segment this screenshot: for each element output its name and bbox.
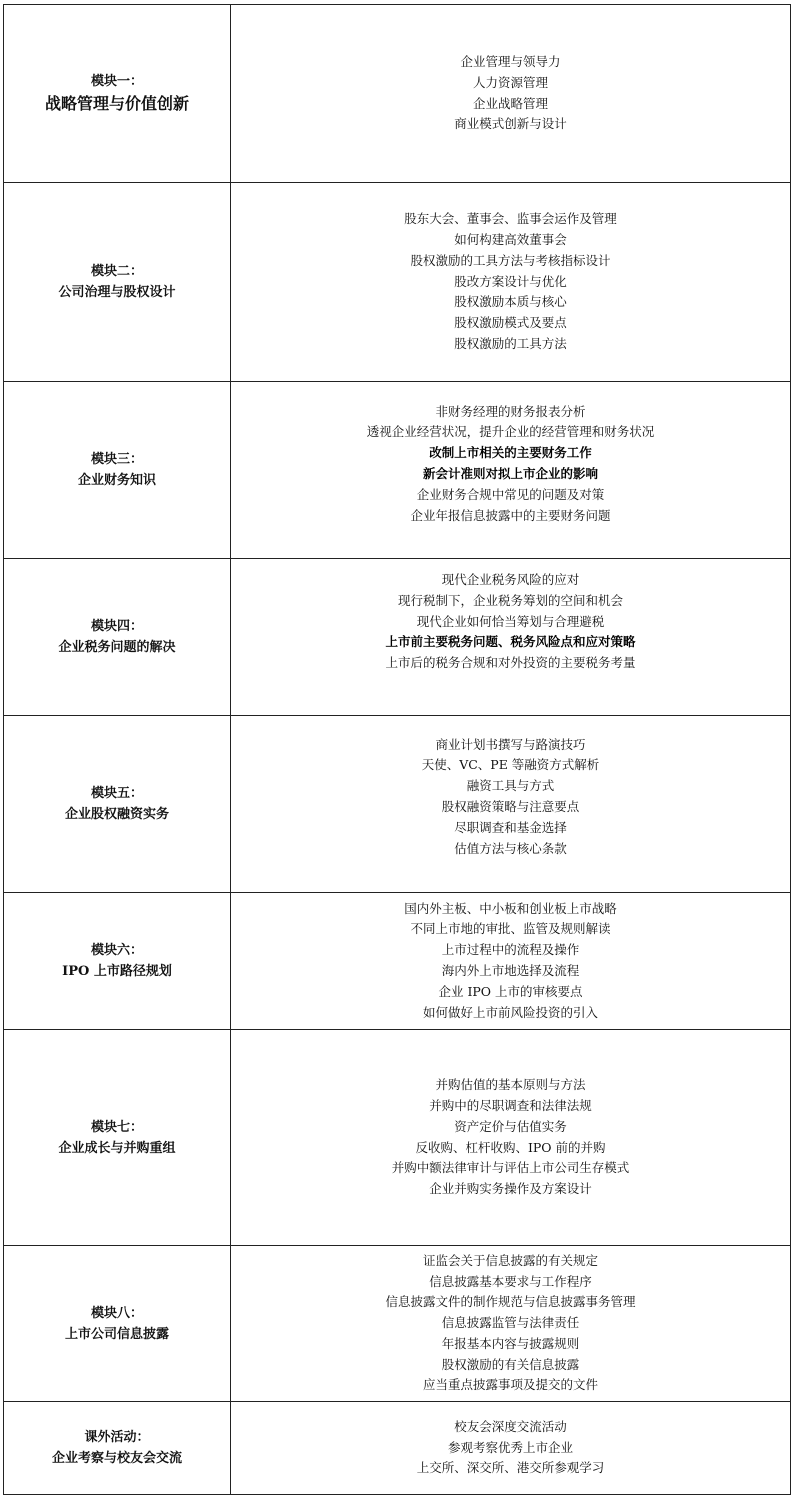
module-topics-cell — [231, 382, 791, 559]
module-name-cell — [4, 716, 231, 893]
module-title: 企业股权融资实务 — [64, 807, 169, 822]
module-topics-cell — [231, 183, 791, 382]
module-name-cell — [4, 893, 231, 1030]
topic-item: 商业模式创新与设计 — [454, 116, 567, 132]
topic-list — [231, 1251, 790, 1397]
module-row-6 — [4, 893, 791, 1030]
topic-item: 商业计划书撰写与路演技巧 — [435, 736, 586, 752]
topic-item: 透视企业经营状况，提升企业的经营管理和财务状况 — [366, 424, 655, 440]
topic-item: 股权激励模式及要点 — [454, 315, 567, 331]
module-name-cell — [4, 382, 231, 559]
module-row-4 — [4, 559, 791, 716]
topic-item: 上市过程中的流程及操作 — [441, 942, 580, 958]
module-title: 上市公司信息披露 — [64, 1326, 169, 1342]
module-code: 模块三： — [90, 452, 143, 467]
module-title: 战略管理与价值创新 — [44, 94, 189, 113]
topic-item: 信息披露基本要求与工作程序 — [429, 1273, 592, 1289]
module-topics-cell — [231, 559, 791, 716]
module-title: IPO 上市路径规划 — [62, 964, 172, 979]
module-topics-cell — [231, 1402, 791, 1495]
topic-item: 反收购、杠杆收购、IPO 前的并购 — [415, 1139, 606, 1155]
topic-item: 如何构建高效董事会 — [454, 232, 567, 247]
topic-item: 信息披露文件的制作规范与信息披露事务管理 — [385, 1294, 636, 1310]
topic-item: 股权激励本质与核心 — [454, 294, 567, 310]
topic-list — [231, 1417, 790, 1479]
module-name-cell — [4, 1030, 231, 1246]
module-topics-cell — [231, 5, 791, 183]
topic-item: 参观考察优秀上市企业 — [447, 1439, 573, 1455]
module-code: 模块四： — [90, 619, 143, 634]
module-name-cell — [4, 1402, 231, 1495]
module-row-3 — [4, 382, 791, 559]
module-title: 企业财务知识 — [77, 473, 156, 488]
module-name-cell — [4, 5, 231, 183]
module-title: 公司治理与股权设计 — [58, 285, 176, 300]
topic-item: 并购中额法律审计与评估上市公司生存模式 — [391, 1160, 630, 1176]
topic-item: 股东大会、董事会、监事会运作及管理 — [404, 211, 617, 227]
topic-item: 企业并购实务操作及方案设计 — [429, 1181, 592, 1197]
topic-item: 现代企业税务风险的应对 — [441, 572, 580, 587]
topic-item: 企业财务合规中常见的问题及对策 — [416, 486, 605, 502]
topic-item: 信息披露监管与法律责任 — [441, 1315, 580, 1331]
topic-item: 并购中的尽职调查和法律法规 — [429, 1097, 592, 1113]
module-code: 模块二： — [90, 264, 143, 279]
topic-item: 股权融资策略与注意要点 — [441, 799, 580, 814]
topic-item: 天使、VC、PE 等融资方式解析 — [421, 757, 600, 773]
module-topics-cell — [231, 1030, 791, 1246]
topic-item: 上市前主要税务问题、税务风险点和应对策略 — [385, 634, 636, 650]
topic-list — [231, 1075, 790, 1200]
topic-item: 尽职调查和基金选择 — [454, 819, 567, 835]
module-topics-cell — [231, 716, 791, 893]
topic-item: 年报基本内容与披露规则 — [441, 1335, 580, 1351]
topic-item: 估值方法与核心条款 — [454, 840, 567, 856]
topic-item: 上交所、深交所、港交所参观学习 — [416, 1460, 605, 1476]
module-name-cell — [4, 559, 231, 716]
module-row-2 — [4, 183, 791, 382]
module-name-cell — [4, 183, 231, 382]
module-topics-cell — [231, 1246, 791, 1402]
topic-item: 现行税制下，企业税务筹划的空间和机会 — [397, 592, 623, 608]
topic-list — [231, 52, 790, 135]
topic-item: 现代企业如何恰当筹划与合理避税 — [416, 613, 605, 629]
topic-item: 国内外主板、中小板和创业板上市战略 — [404, 900, 617, 916]
module-title: 企业考察与校友会交流 — [51, 1451, 182, 1466]
topic-item: 不同上市地的审批、监管及规则解读 — [410, 921, 611, 937]
module-code: 课外活动： — [84, 1430, 150, 1445]
module-code: 模块一： — [90, 74, 143, 89]
topic-item: 融资工具与方式 — [466, 778, 555, 794]
topic-item: 改制上市相关的主要财务工作 — [429, 445, 592, 461]
topic-item: 上市后的税务合规和对外投资的主要税务考量 — [385, 655, 636, 671]
module-code: 模块八： — [90, 1305, 143, 1321]
module-row-8 — [4, 1246, 791, 1402]
module-title: 企业税务问题的解决 — [58, 640, 176, 655]
curriculum-table — [3, 4, 791, 1495]
topic-item: 股权激励的工具方法 — [454, 335, 567, 351]
topic-list — [231, 735, 790, 860]
topic-item: 人力资源管理 — [472, 74, 548, 90]
topic-item: 企业战略管理 — [472, 95, 548, 111]
topic-item: 应当重点披露事项及提交的文件 — [422, 1377, 598, 1393]
topic-item: 企业 IPO 上市的审核要点 — [438, 983, 583, 999]
module-code: 模块六： — [90, 943, 143, 958]
topic-item: 非财务经理的财务报表分析 — [435, 403, 586, 419]
topic-item: 证监会关于信息披露的有关规定 — [422, 1252, 598, 1268]
topic-list — [231, 899, 790, 1024]
module-row-extracurricular — [4, 1402, 791, 1495]
module-row-1 — [4, 5, 791, 183]
module-topics-cell — [231, 893, 791, 1030]
topic-item: 股权激励的工具方法与考核指标设计 — [410, 252, 611, 268]
topic-list — [231, 570, 790, 674]
topic-item: 新会计准则对拟上市企业的影响 — [422, 466, 598, 481]
topic-item: 股权激励的有关信息披露 — [441, 1356, 580, 1372]
topic-item: 资产定价与估值实务 — [454, 1118, 567, 1134]
module-name-cell — [4, 1246, 231, 1402]
topic-item: 股改方案设计与优化 — [454, 273, 567, 289]
module-code: 模块七： — [90, 1119, 143, 1135]
topic-item: 海内外上市地选择及流程 — [441, 963, 580, 978]
module-row-5 — [4, 716, 791, 893]
topic-item: 并购估值的基本原则与方法 — [435, 1077, 586, 1093]
topic-list — [231, 402, 790, 527]
module-title: 企业成长与并购重组 — [58, 1140, 176, 1156]
topic-item: 企业年报信息披露中的主要财务问题 — [410, 507, 611, 523]
topic-item: 企业管理与领导力 — [460, 53, 561, 69]
topic-item: 如何做好上市前风险投资的引入 — [422, 1004, 598, 1020]
topic-item: 校友会深度交流活动 — [454, 1418, 567, 1434]
module-code: 模块五： — [90, 786, 143, 801]
topic-list — [231, 209, 790, 355]
module-row-7 — [4, 1030, 791, 1246]
